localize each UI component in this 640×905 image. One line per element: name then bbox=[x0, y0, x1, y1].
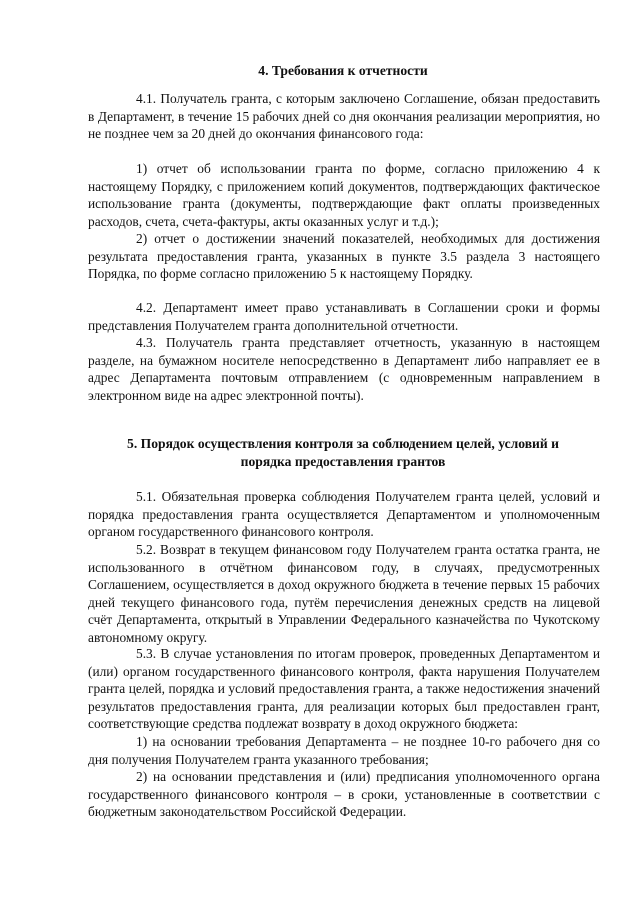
paragraph-5-1: 5.1. Обязательная проверка соблюдения Получателем гранта целей, условий и порядка предоставления гранта осуществляется Департаментом и уполномоченным органом государственного финансового контроля. bbox=[88, 489, 600, 540]
paragraph-4-1-item-1: 1) отчет об использовании гранта по форме, согласно приложению 4 к настоящему Порядку, с приложением копий документов, подтверждающих фактическое использование гранта (документы, подтверждающие факт оплаты произведенных расходов, счета, счета-фактуры, акты оказанных услуг и т.д.); bbox=[88, 161, 600, 229]
paragraph-5-3-item-1: 1) на основании требования Департамента – не позднее 10-го рабочего дня со дня получения Получателем гранта указанного требования; bbox=[88, 734, 600, 767]
paragraph-4-1: 4.1. Получатель гранта, с которым заключено Соглашение, обязан предоставить в Департамент, в течение 15 рабочих дней со дня окончания реализации мероприятия, но не позднее чем за 20 дней до окончания финансового года: bbox=[88, 91, 600, 142]
section-5-heading-line-1: 5. Порядок осуществления контроля за соблюдением целей, условий и bbox=[127, 436, 559, 451]
paragraph-5-2: 5.2. Возврат в текущем финансовом году Получателем гранта остатка гранта, не использованного в отчётном финансовом году, в случаях, предусмотренных Соглашением, осуществляется в доход окружного бюджета в течение первых 15 рабочих дней текущего финансового года, путём перечисления денежных средств на лицевой счёт Департамента, открытый в Управлении Федерального казначейства по Чукотскому автономному округу. bbox=[88, 542, 600, 645]
paragraph-4-1-item-2: 2) отчет о достижении значений показателей, необходимых для достижения результата предоставления гранта, указанных в пункте 3.5 раздела 3 настоящего Порядка, по форме согласно приложению 5 к настоящему Порядку. bbox=[88, 231, 600, 282]
paragraph-5-3: 5.3. В случае установления по итогам проверок, проведенных Департаментом и (или) органом государственного финансового контроля, факта нарушения Получателем гранта целей, порядка и условий предоставления гранта, а также недостижения значений результатов предоставления гранта, для реализации которых был предоставлен грант, соответствующие средства подлежат возврату в доход окружного бюджета: bbox=[88, 646, 600, 732]
section-5-heading-line-2: порядка предоставления грантов bbox=[240, 454, 446, 469]
paragraph-4-3: 4.3. Получатель гранта представляет отчетность, указанную в настоящем разделе, на бумажном носителе непосредственно в Департамент либо направляет ее в адрес Департамента почтовым отправлением (с одновременным направлением в электронном виде на адрес электронной почты). bbox=[88, 335, 600, 403]
section-4-heading: 4. Требования к отчетности bbox=[258, 63, 428, 78]
paragraph-4-2: 4.2. Департамент имеет право устанавливать в Соглашении сроки и формы представления Получателем гранта дополнительной отчетности. bbox=[88, 300, 600, 333]
section-5-heading bbox=[88, 435, 598, 471]
paragraph-5-3-item-2: 2) на основании представления и (или) предписания уполномоченного органа государственного финансового контроля – в сроки, установленные в соответствии с бюджетным законодательством Российской Федерации. bbox=[88, 769, 600, 820]
